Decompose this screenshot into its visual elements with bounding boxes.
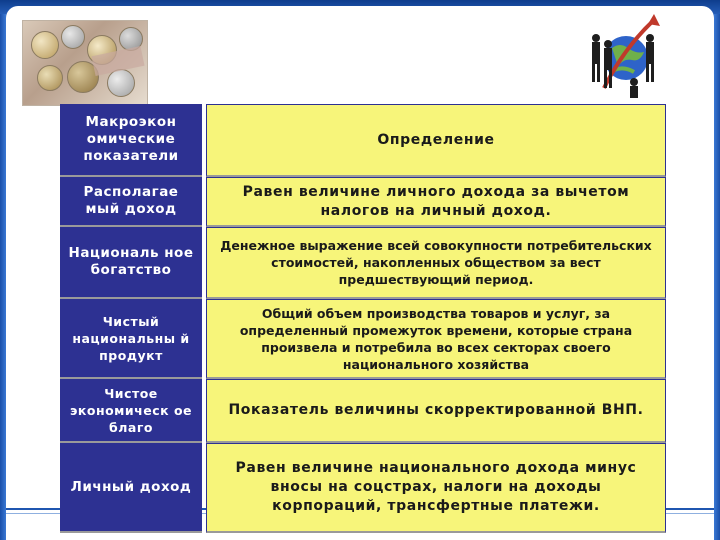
coin-image [31,31,59,59]
business-people-globe-image [584,8,666,104]
definition-text: Денежное выражение всей совокупности потребительских стоимостей, накопленных обществом за вест предшествующий период. [220,238,652,287]
definition-cell [206,299,666,379]
coin-image [37,65,63,91]
definition-cell [206,379,666,443]
business-globe-icon [584,8,666,104]
term-cell [60,227,202,299]
table-header-row [60,104,666,177]
definition-cell [206,227,666,299]
term-label: Националь ное богатство [68,245,194,278]
term-cell [60,443,202,533]
definition-text: Показатель величины скорректированной ВНП. [228,402,644,418]
coins-photo [22,20,148,106]
term-label: Чистое экономическ ое благо [69,385,193,435]
coin-image [61,25,85,49]
definition-text: Общий объем производства товаров и услуг, за определенный промежуток времени, которые страна произвела и потребила во всех секторах своего национального хозяйства [239,305,633,372]
slide-right-border [714,14,720,540]
definition-text: Равен величине национального дохода минус вносы на соцстрах, налоги на доходы корпораций, трансфертные платежи. [235,460,637,514]
definition-cell [206,443,666,533]
term-label: Личный доход [70,478,192,495]
definition-cell [206,177,666,227]
definitions-table [60,104,666,534]
coin-image [107,69,135,97]
header-term-cell [60,104,202,177]
term-label: Располагае мый доход [83,184,179,217]
table-row [60,177,666,227]
header-term-label: Макроэкон омические показатели [83,114,179,164]
term-cell [60,379,202,443]
term-label: Чистый национальны й продукт [72,313,190,363]
header-definition-label: Определение [377,131,495,148]
term-cell [60,177,202,227]
slide-left-border [0,14,6,540]
term-cell [60,299,202,379]
definition-text: Равен величине личного дохода за вычетом налогов на личный доход. [242,183,630,219]
table-row [60,299,666,379]
header-definition-cell [206,104,666,177]
table-row [60,379,666,443]
table-row [60,227,666,299]
table-row [60,443,666,533]
